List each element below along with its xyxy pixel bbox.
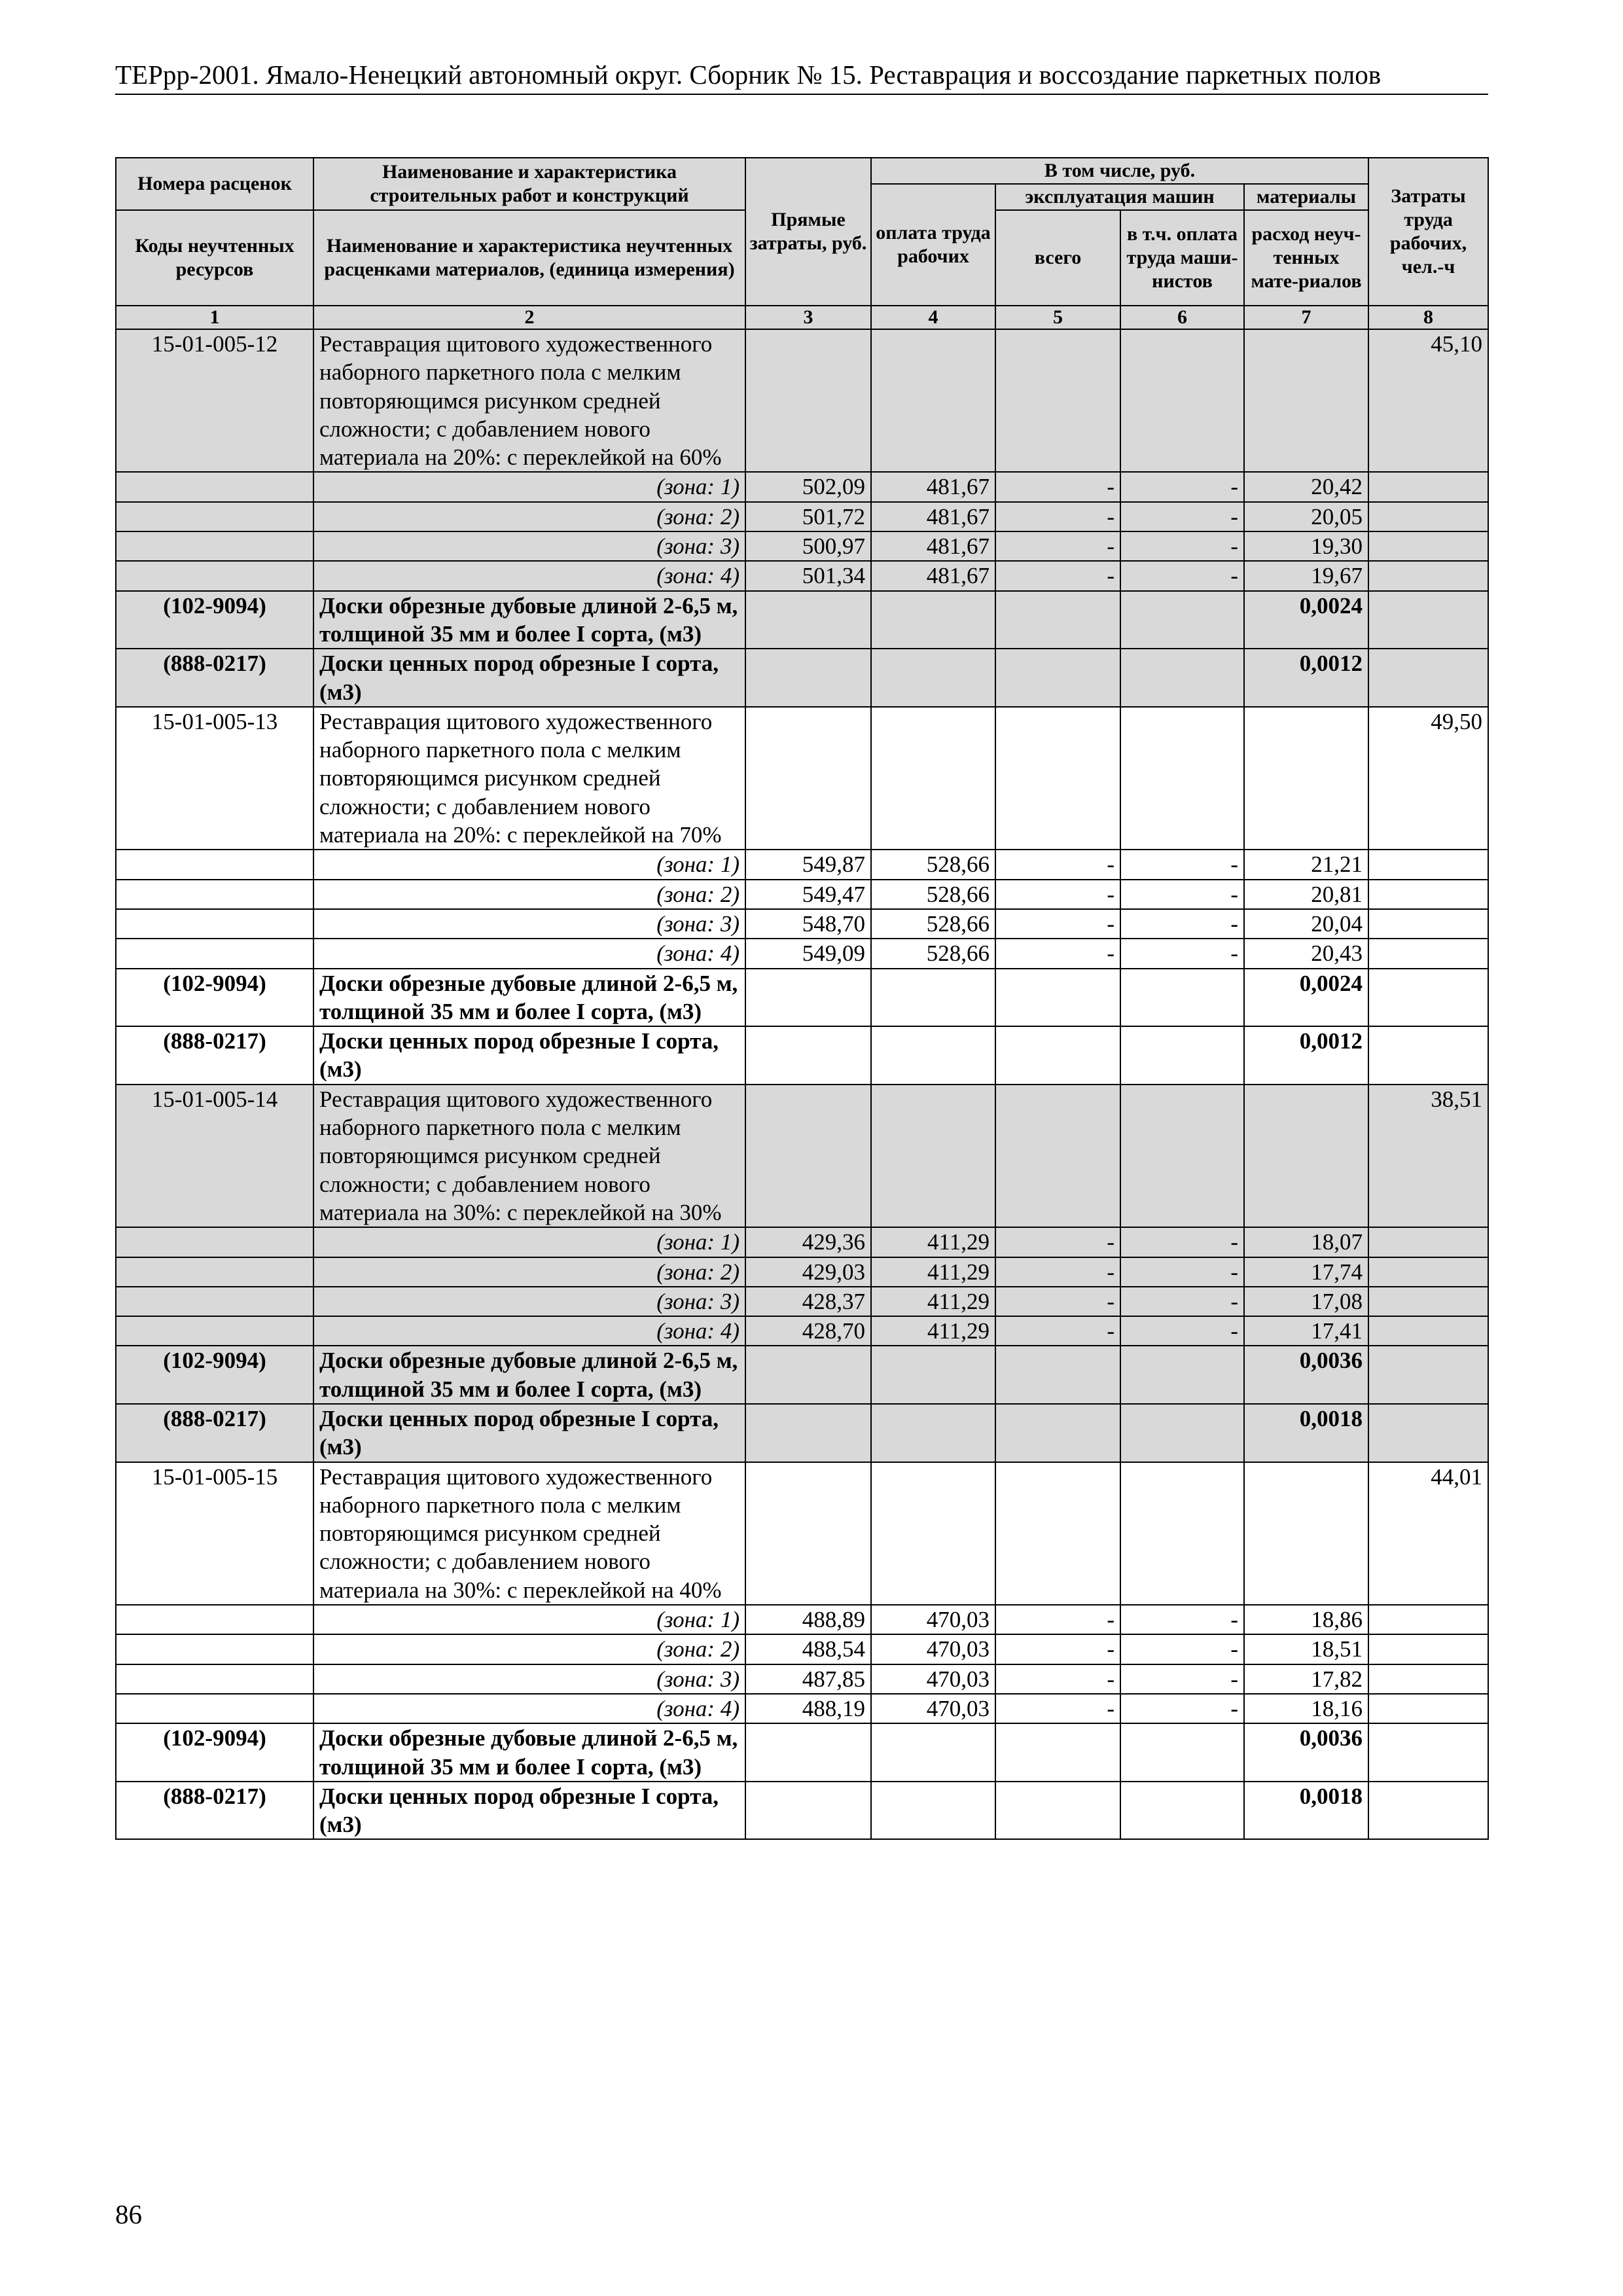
direct-cost: 501,72 bbox=[745, 502, 871, 531]
column-number: 4 bbox=[871, 306, 995, 329]
header-machines-total: всего bbox=[995, 210, 1120, 306]
pricing-table bbox=[115, 157, 1489, 1840]
zone-label: (зона: 1) bbox=[313, 1227, 745, 1257]
zone-label: (зона: 2) bbox=[313, 1257, 745, 1287]
direct-cost: 428,70 bbox=[745, 1316, 871, 1346]
zone-row bbox=[116, 502, 1488, 531]
page-number: 86 bbox=[115, 2199, 142, 2229]
labor-hours: 45,10 bbox=[1368, 329, 1488, 472]
resource-row bbox=[116, 1723, 1488, 1782]
zone-label: (зона: 2) bbox=[313, 1634, 745, 1664]
resource-code: (102-9094) bbox=[116, 1346, 313, 1404]
resource-quantity: 0,0012 bbox=[1244, 1026, 1368, 1085]
rate-block bbox=[116, 1462, 1488, 1840]
resource-name: Доски обрезные дубовые длиной 2-6,5 м, толщиной 35 мм и более I сорта, (м3) bbox=[313, 1723, 745, 1782]
zone-row bbox=[116, 939, 1488, 968]
machines-total: - bbox=[995, 1316, 1120, 1346]
rate-description: Реставрация щитового художественного наборного паркетного пола с мелким повторяющимся рисунком средней сложности; с добавлением нового материала на 20%: с переклейкой на 70% bbox=[313, 707, 745, 850]
zone-label: (зона: 1) bbox=[313, 850, 745, 879]
worker-wages: 481,67 bbox=[871, 502, 995, 531]
machines-total: - bbox=[995, 939, 1120, 968]
column-number: 2 bbox=[313, 306, 745, 329]
machines-total: - bbox=[995, 1605, 1120, 1634]
column-number: 5 bbox=[995, 306, 1120, 329]
materials-cost: 18,16 bbox=[1244, 1694, 1368, 1723]
resource-row bbox=[116, 591, 1488, 649]
resource-name: Доски ценных пород обрезные I сорта, (м3) bbox=[313, 649, 745, 707]
zone-row bbox=[116, 1257, 1488, 1287]
machinist-wages: - bbox=[1120, 1227, 1244, 1257]
direct-cost: 429,36 bbox=[745, 1227, 871, 1257]
zone-label: (зона: 1) bbox=[313, 472, 745, 501]
resource-code: (102-9094) bbox=[116, 969, 313, 1027]
materials-cost: 20,81 bbox=[1244, 880, 1368, 909]
worker-wages: 481,67 bbox=[871, 472, 995, 501]
machines-total: - bbox=[995, 1287, 1120, 1316]
rate-main-row bbox=[116, 329, 1488, 472]
worker-wages: 481,67 bbox=[871, 561, 995, 590]
machinist-wages: - bbox=[1120, 1605, 1244, 1634]
machinist-wages: - bbox=[1120, 1694, 1244, 1723]
header-work-name: Наименование и характеристика строительных работ и конструкций bbox=[313, 158, 745, 210]
zone-row bbox=[116, 1287, 1488, 1316]
worker-wages: 470,03 bbox=[871, 1605, 995, 1634]
machines-total: - bbox=[995, 561, 1120, 590]
machinist-wages: - bbox=[1120, 850, 1244, 879]
materials-cost: 19,30 bbox=[1244, 531, 1368, 561]
zone-row bbox=[116, 561, 1488, 590]
direct-cost: 488,19 bbox=[745, 1694, 871, 1723]
machinist-wages: - bbox=[1120, 880, 1244, 909]
resource-code: (888-0217) bbox=[116, 1404, 313, 1462]
resource-code: (888-0217) bbox=[116, 1782, 313, 1840]
zone-row bbox=[116, 1316, 1488, 1346]
resource-name: Доски обрезные дубовые длиной 2-6,5 м, толщиной 35 мм и более I сорта, (м3) bbox=[313, 591, 745, 649]
resource-name: Доски ценных пород обрезные I сорта, (м3) bbox=[313, 1782, 745, 1840]
resource-row bbox=[116, 1026, 1488, 1085]
zone-row bbox=[116, 472, 1488, 501]
resource-name: Доски ценных пород обрезные I сорта, (м3) bbox=[313, 1026, 745, 1085]
direct-cost: 428,37 bbox=[745, 1287, 871, 1316]
machines-total: - bbox=[995, 850, 1120, 879]
materials-cost: 21,21 bbox=[1244, 850, 1368, 879]
resource-row bbox=[116, 1782, 1488, 1840]
zone-label: (зона: 3) bbox=[313, 531, 745, 561]
resource-row bbox=[116, 1346, 1488, 1404]
materials-cost: 17,41 bbox=[1244, 1316, 1368, 1346]
machines-total: - bbox=[995, 1257, 1120, 1287]
machinist-wages: - bbox=[1120, 472, 1244, 501]
materials-cost: 20,43 bbox=[1244, 939, 1368, 968]
zone-row bbox=[116, 880, 1488, 909]
machinist-wages: - bbox=[1120, 909, 1244, 939]
materials-cost: 20,42 bbox=[1244, 472, 1368, 501]
resource-code: (888-0217) bbox=[116, 1026, 313, 1085]
zone-row bbox=[116, 850, 1488, 879]
machinist-wages: - bbox=[1120, 1287, 1244, 1316]
machines-total: - bbox=[995, 502, 1120, 531]
zone-label: (зона: 4) bbox=[313, 561, 745, 590]
machines-total: - bbox=[995, 531, 1120, 561]
direct-cost: 500,97 bbox=[745, 531, 871, 561]
machinist-wages: - bbox=[1120, 531, 1244, 561]
zone-label: (зона: 3) bbox=[313, 1287, 745, 1316]
worker-wages: 528,66 bbox=[871, 880, 995, 909]
materials-cost: 20,04 bbox=[1244, 909, 1368, 939]
worker-wages: 411,29 bbox=[871, 1316, 995, 1346]
resource-quantity: 0,0024 bbox=[1244, 969, 1368, 1027]
column-number: 3 bbox=[745, 306, 871, 329]
direct-cost: 487,85 bbox=[745, 1664, 871, 1694]
header-material-name: Наименование и характеристика неучтенных расценками материалов, (единица измерения) bbox=[313, 210, 745, 306]
machines-total: - bbox=[995, 909, 1120, 939]
rate-block bbox=[116, 707, 1488, 1085]
resource-quantity: 0,0018 bbox=[1244, 1782, 1368, 1840]
rate-main-row bbox=[116, 707, 1488, 850]
column-number: 6 bbox=[1120, 306, 1244, 329]
worker-wages: 528,66 bbox=[871, 939, 995, 968]
machinist-wages: - bbox=[1120, 939, 1244, 968]
zone-row bbox=[116, 531, 1488, 561]
direct-cost: 488,54 bbox=[745, 1634, 871, 1664]
header-direct-costs: Прямые затраты, руб. bbox=[745, 158, 871, 306]
machines-total: - bbox=[995, 880, 1120, 909]
header-material-usage: расход неуч-тенных мате-риалов bbox=[1244, 210, 1368, 306]
machinist-wages: - bbox=[1120, 1664, 1244, 1694]
rate-code: 15-01-005-15 bbox=[116, 1462, 313, 1605]
worker-wages: 411,29 bbox=[871, 1227, 995, 1257]
rate-block bbox=[116, 329, 1488, 707]
rate-description: Реставрация щитового художественного наборного паркетного пола с мелким повторяющимся рисунком средней сложности; с добавлением нового материала на 30%: с переклейкой на 30% bbox=[313, 1085, 745, 1227]
worker-wages: 470,03 bbox=[871, 1664, 995, 1694]
direct-cost: 429,03 bbox=[745, 1257, 871, 1287]
resource-quantity: 0,0012 bbox=[1244, 649, 1368, 707]
header-materials: материалы bbox=[1244, 184, 1368, 210]
worker-wages: 470,03 bbox=[871, 1694, 995, 1723]
machinist-wages: - bbox=[1120, 1257, 1244, 1287]
resource-row bbox=[116, 1404, 1488, 1462]
resource-quantity: 0,0036 bbox=[1244, 1346, 1368, 1404]
rate-main-row bbox=[116, 1085, 1488, 1227]
header-including: В том числе, руб. bbox=[871, 158, 1368, 184]
machines-total: - bbox=[995, 472, 1120, 501]
machines-total: - bbox=[995, 1634, 1120, 1664]
labor-hours: 38,51 bbox=[1368, 1085, 1488, 1227]
column-number: 1 bbox=[116, 306, 313, 329]
materials-cost: 17,82 bbox=[1244, 1664, 1368, 1694]
header-rate-numbers: Номера расценок bbox=[116, 158, 313, 210]
labor-hours: 49,50 bbox=[1368, 707, 1488, 850]
header-machines: эксплуатация машин bbox=[995, 184, 1244, 210]
direct-cost: 502,09 bbox=[745, 472, 871, 501]
header-machinist-wages: в т.ч. оплата труда маши-нистов bbox=[1120, 210, 1244, 306]
resource-code: (888-0217) bbox=[116, 649, 313, 707]
materials-cost: 20,05 bbox=[1244, 502, 1368, 531]
worker-wages: 470,03 bbox=[871, 1634, 995, 1664]
machines-total: - bbox=[995, 1227, 1120, 1257]
table-header bbox=[116, 158, 1488, 329]
machinist-wages: - bbox=[1120, 1316, 1244, 1346]
resource-code: (102-9094) bbox=[116, 1723, 313, 1782]
zone-row bbox=[116, 1694, 1488, 1723]
zone-label: (зона: 2) bbox=[313, 502, 745, 531]
worker-wages: 411,29 bbox=[871, 1287, 995, 1316]
resource-quantity: 0,0024 bbox=[1244, 591, 1368, 649]
header-labor-costs: Затраты труда рабочих, чел.-ч bbox=[1368, 158, 1488, 306]
direct-cost: 549,47 bbox=[745, 880, 871, 909]
zone-label: (зона: 4) bbox=[313, 1694, 745, 1723]
header-resource-codes: Коды неучтенных ресурсов bbox=[116, 210, 313, 306]
zone-row bbox=[116, 1664, 1488, 1694]
rate-block bbox=[116, 1085, 1488, 1462]
rate-main-row bbox=[116, 1462, 1488, 1605]
rate-code: 15-01-005-13 bbox=[116, 707, 313, 850]
zone-row bbox=[116, 1634, 1488, 1664]
worker-wages: 481,67 bbox=[871, 531, 995, 561]
materials-cost: 18,07 bbox=[1244, 1227, 1368, 1257]
worker-wages: 528,66 bbox=[871, 909, 995, 939]
resource-quantity: 0,0018 bbox=[1244, 1404, 1368, 1462]
zone-label: (зона: 3) bbox=[313, 909, 745, 939]
zone-row bbox=[116, 1227, 1488, 1257]
rate-code: 15-01-005-12 bbox=[116, 329, 313, 472]
zone-label: (зона: 1) bbox=[313, 1605, 745, 1634]
column-number: 8 bbox=[1368, 306, 1488, 329]
materials-cost: 17,74 bbox=[1244, 1257, 1368, 1287]
materials-cost: 17,08 bbox=[1244, 1287, 1368, 1316]
rate-code: 15-01-005-14 bbox=[116, 1085, 313, 1227]
materials-cost: 19,67 bbox=[1244, 561, 1368, 590]
running-header: ТЕРрр-2001. Ямало-Ненецкий автономный округ. Сборник № 15. Реставрация и воссоздание паркетных полов bbox=[115, 60, 1382, 90]
resource-code: (102-9094) bbox=[116, 591, 313, 649]
direct-cost: 549,09 bbox=[745, 939, 871, 968]
machines-total: - bbox=[995, 1694, 1120, 1723]
zone-label: (зона: 4) bbox=[313, 939, 745, 968]
column-number: 7 bbox=[1244, 306, 1368, 329]
resource-name: Доски обрезные дубовые длиной 2-6,5 м, толщиной 35 мм и более I сорта, (м3) bbox=[313, 969, 745, 1027]
header-worker-wages: оплата труда рабочих bbox=[871, 184, 995, 306]
materials-cost: 18,51 bbox=[1244, 1634, 1368, 1664]
column-numbers-row bbox=[116, 306, 1488, 329]
direct-cost: 501,34 bbox=[745, 561, 871, 590]
worker-wages: 411,29 bbox=[871, 1257, 995, 1287]
resource-row bbox=[116, 969, 1488, 1027]
resource-quantity: 0,0036 bbox=[1244, 1723, 1368, 1782]
zone-label: (зона: 4) bbox=[313, 1316, 745, 1346]
worker-wages: 528,66 bbox=[871, 850, 995, 879]
direct-cost: 549,87 bbox=[745, 850, 871, 879]
zone-row bbox=[116, 909, 1488, 939]
resource-name: Доски обрезные дубовые длиной 2-6,5 м, толщиной 35 мм и более I сорта, (м3) bbox=[313, 1346, 745, 1404]
zone-row bbox=[116, 1605, 1488, 1634]
header-rule bbox=[115, 94, 1488, 95]
resource-row bbox=[116, 649, 1488, 707]
labor-hours: 44,01 bbox=[1368, 1462, 1488, 1605]
resource-name: Доски ценных пород обрезные I сорта, (м3) bbox=[313, 1404, 745, 1462]
machinist-wages: - bbox=[1120, 502, 1244, 531]
rate-description: Реставрация щитового художественного наборного паркетного пола с мелким повторяющимся рисунком средней сложности; с добавлением нового материала на 30%: с переклейкой на 40% bbox=[313, 1462, 745, 1605]
materials-cost: 18,86 bbox=[1244, 1605, 1368, 1634]
direct-cost: 548,70 bbox=[745, 909, 871, 939]
machinist-wages: - bbox=[1120, 561, 1244, 590]
zone-label: (зона: 2) bbox=[313, 880, 745, 909]
zone-label: (зона: 3) bbox=[313, 1664, 745, 1694]
machines-total: - bbox=[995, 1664, 1120, 1694]
rate-description: Реставрация щитового художественного наборного паркетного пола с мелким повторяющимся рисунком средней сложности; с добавлением нового материала на 20%: с переклейкой на 60% bbox=[313, 329, 745, 472]
machinist-wages: - bbox=[1120, 1634, 1244, 1664]
direct-cost: 488,89 bbox=[745, 1605, 871, 1634]
